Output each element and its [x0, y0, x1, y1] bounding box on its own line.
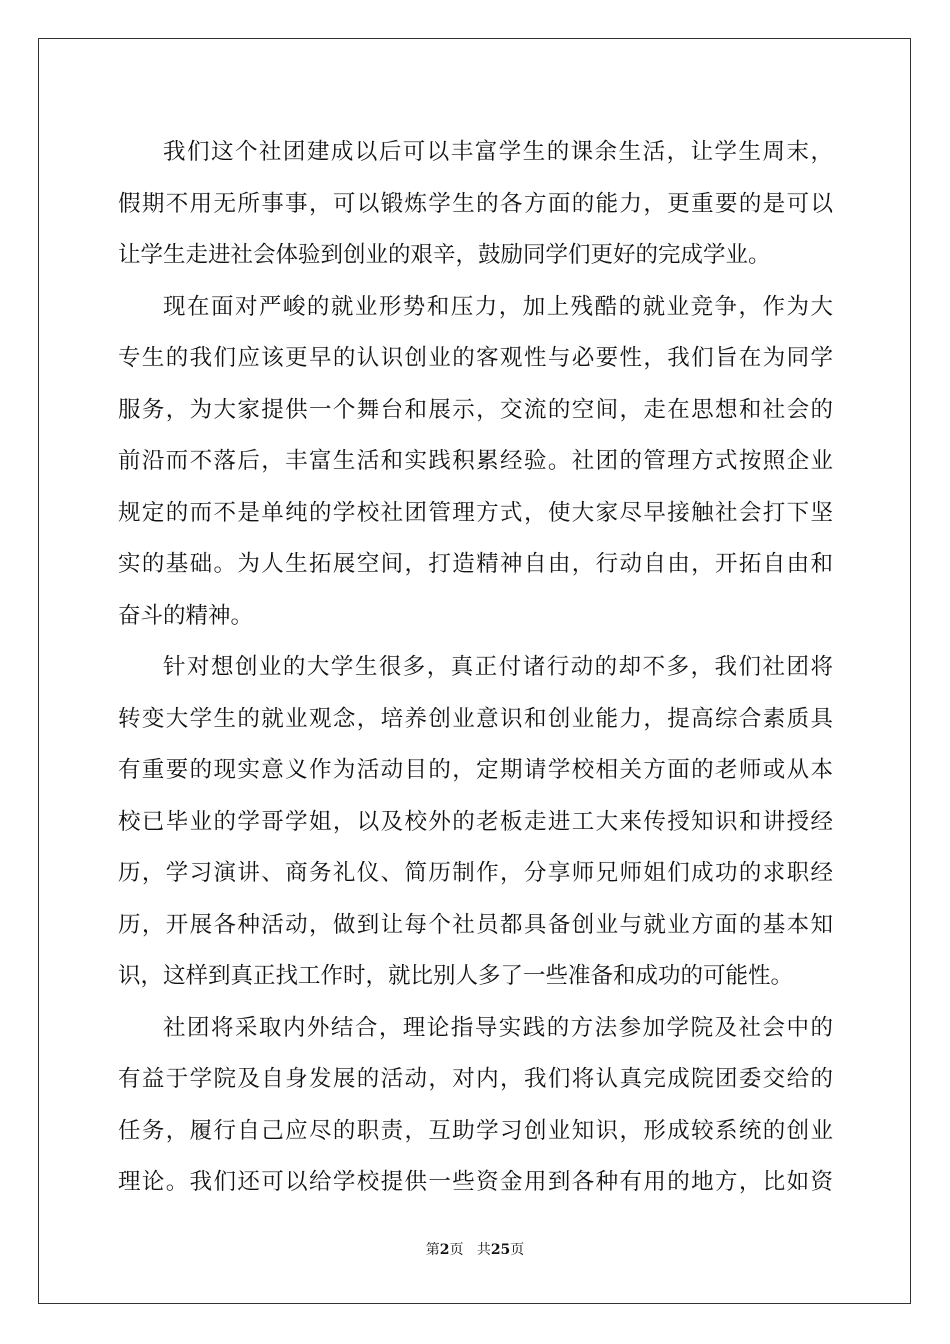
text-line: 社团将采取内外结合，理论指导实践的方法参加学院及社会中的: [163, 1014, 833, 1041]
page-prefix: 第: [425, 1242, 440, 1258]
text-line: 转变大学生的就业观念，培养创业意识和创业能力，提高综合素质具: [118, 705, 833, 732]
total-prefix: 共: [476, 1242, 491, 1258]
text-line: 识，这样到真正找工作时，就比别人多了一些准备和成功的可能性。: [118, 963, 794, 989]
text-line: 有益于学院及自身发展的活动，对内，我们将认真完成院团委交给的: [118, 1066, 833, 1092]
paragraph: [118, 1003, 833, 1209]
text-line: 实的基础。为人生拓展空间，打造精神自由，行动自由，开拓自由和: [118, 551, 833, 577]
text-line: 我们这个社团建成以后可以丰富学生的课余生活，让学生周末，: [163, 139, 833, 165]
text-line: 现在面对严峻的就业形势和压力，加上残酷的就业竞争，作为大: [163, 293, 833, 320]
text-line: 校已毕业的学哥学姐，以及校外的老板走进工大来传授知识和讲授经: [118, 808, 833, 835]
page-number: 2: [439, 1242, 450, 1258]
paragraph: [118, 282, 833, 643]
text-line: 让学生走进社会体验到创业的艰辛，鼓励同学们更好的完成学业。: [118, 242, 771, 268]
text-line: 服务，为大家提供一个舞台和展示，交流的空间，走在思想和社会的: [118, 396, 833, 423]
text-line: 奋斗的精神。: [118, 602, 254, 629]
text-line: 前沿而不落后，丰富生活和实践积累经验。社团的管理方式按照企业: [118, 448, 833, 474]
paragraph: [118, 642, 833, 1003]
page-suffix: 页: [449, 1242, 464, 1258]
text-line: 有重要的现实意义作为活动目的，定期请学校相关方面的老师或从本: [118, 757, 833, 783]
total-suffix: 页: [510, 1242, 525, 1258]
document-body: [118, 127, 833, 1209]
text-line: 针对想创业的大学生很多，真正付诸行动的却不多，我们社团将: [163, 654, 833, 680]
text-line: 规定的而不是单纯的学校社团管理方式，使大家尽早接触社会打下坚: [118, 499, 833, 526]
text-line: 理论。我们还可以给学校提供一些资金用到各种有用的地方，比如资: [118, 1169, 833, 1195]
page-footer: [0, 1240, 950, 1260]
text-line: 任务，履行自己应尽的职责，互助学习创业知识，形成较系统的创业: [118, 1117, 833, 1144]
paragraph: [118, 127, 833, 282]
text-line: 专生的我们应该更早的认识创业的客观性与必要性，我们旨在为同学: [118, 345, 833, 371]
text-line: 历，开展各种活动，做到让每个社员都具备创业与就业方面的基本知: [118, 911, 833, 938]
text-line: 历，学习演讲、商务礼仪、简历制作，分享师兄师姐们成功的求职经: [118, 860, 833, 886]
total-pages: 25: [490, 1242, 511, 1258]
text-line: 假期不用无所事事，可以锻炼学生的各方面的能力，更重要的是可以: [118, 190, 833, 217]
